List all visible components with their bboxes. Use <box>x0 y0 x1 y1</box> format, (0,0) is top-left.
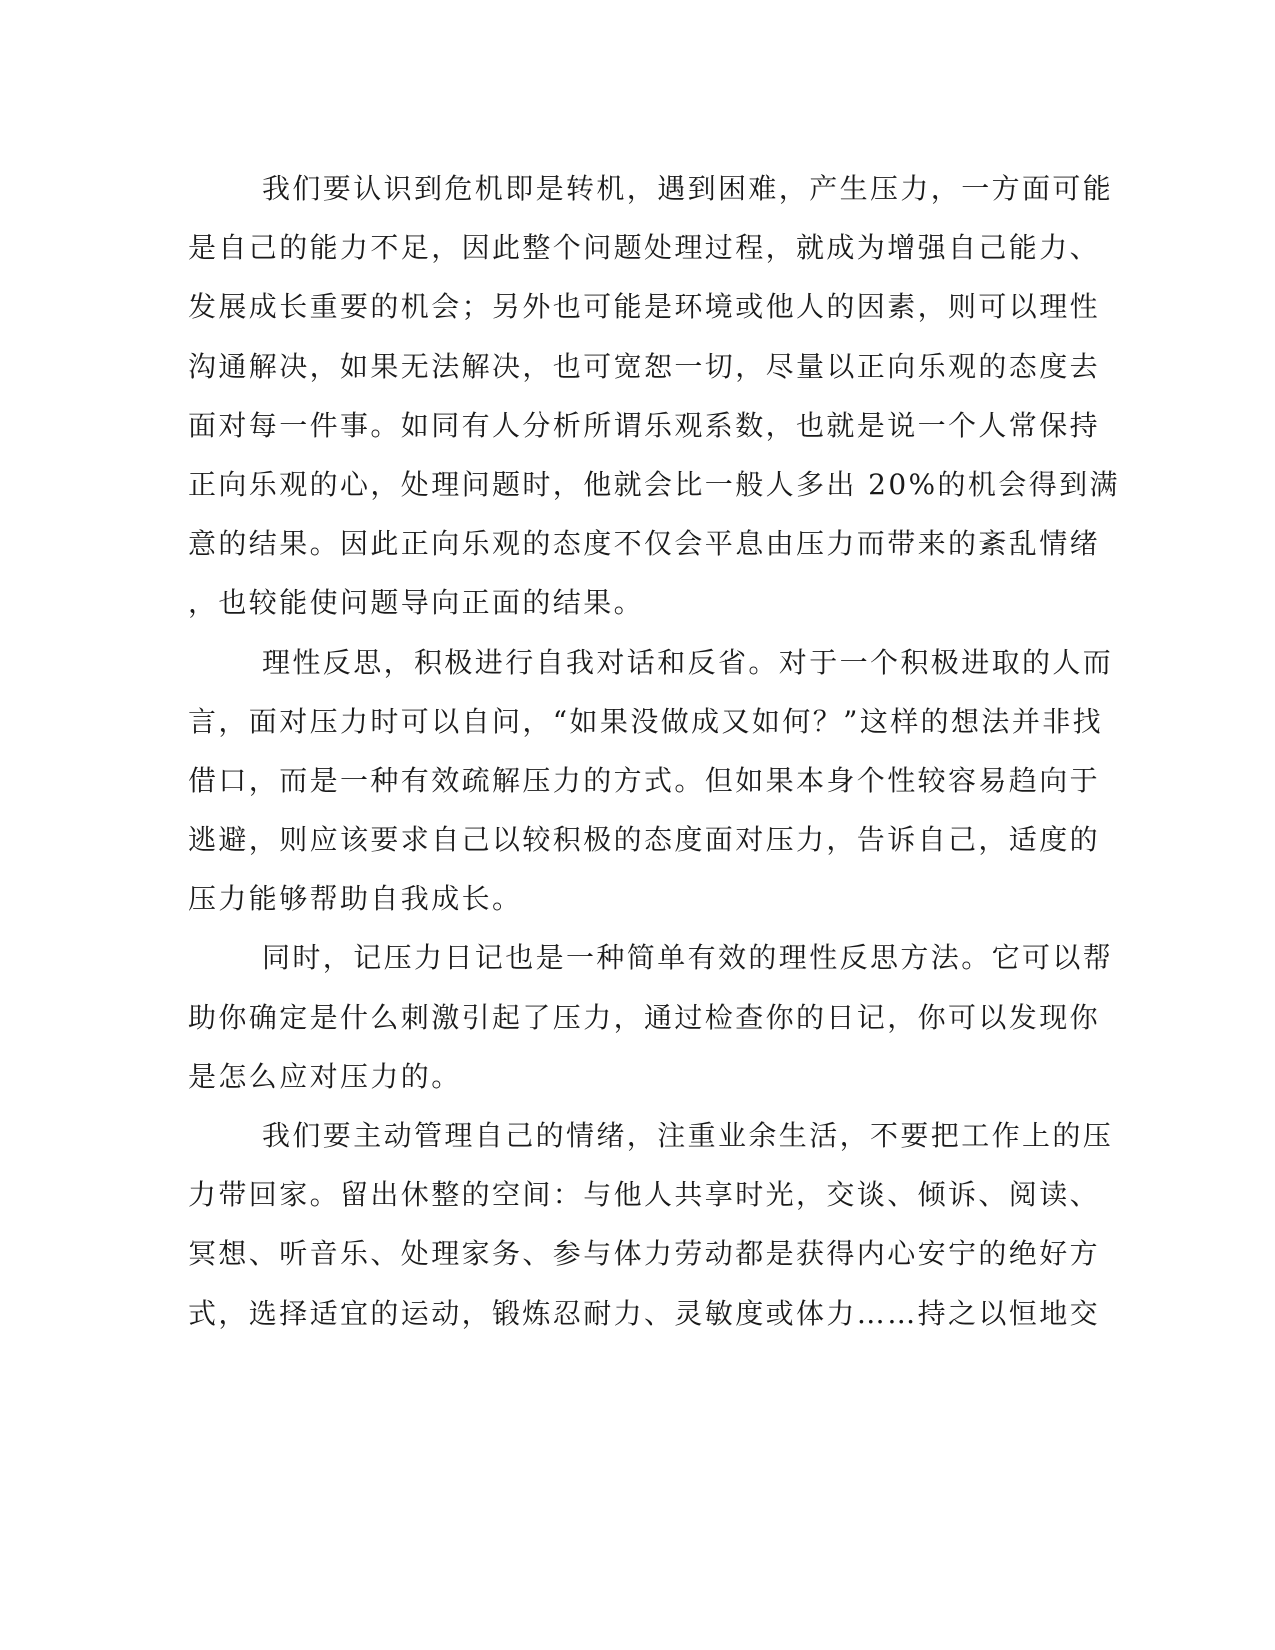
text-line: 是自己的能力不足，因此整个问题处理过程，就成为增强自己能力、 <box>188 231 1101 265</box>
paragraph-crisis-opportunity <box>188 159 1120 633</box>
text-line: 冥想、听音乐、处理家务、参与体力劳动都是获得内心安宁的绝好方 <box>188 1237 1101 1271</box>
text-line: 压力能够帮助自我成长。 <box>188 882 523 916</box>
text-line: 理性反思，积极进行自我对话和反省。对于一个积极进取的人而 <box>262 645 1114 679</box>
paragraph-rational-reflection <box>188 633 1114 929</box>
text-line: 面对每一件事。如同有人分析所谓乐观系数，也就是说一个人常保持 <box>188 408 1101 442</box>
paragraph-manage-emotions <box>188 1106 1114 1343</box>
text-line: 借口，而是一种有效疏解压力的方式。但如果本身个性较容易趋向于 <box>188 763 1101 797</box>
text-line: 逃避，则应该要求自己以较积极的态度面对压力，告诉自己，适度的 <box>188 823 1101 857</box>
text-line: 式，选择适宜的运动，锻炼忍耐力、灵敏度或体力……持之以恒地交 <box>188 1296 1101 1330</box>
text-line: ，也较能使问题导向正面的结果。 <box>188 586 645 620</box>
text-line: 同时，记压力日记也是一种简单有效的理性反思方法。它可以帮 <box>262 941 1114 975</box>
text-line: 我们要主动管理自己的情绪，注重业余生活，不要把工作上的压 <box>262 1119 1114 1152</box>
text-line: 言，面对压力时可以自问，“如果没做成又如何？”这样的想法并非找 <box>188 704 1104 738</box>
text-line: 我们要认识到危机即是转机，遇到困难，产生压力，一方面可能 <box>262 172 1114 205</box>
text-line: 正向乐观的心，处理问题时，他就会比一般人多出 20%的机会得到满 <box>188 467 1120 501</box>
text-line: 助你确定是什么刺激引起了压力，通过检查你的日记，你可以发现你 <box>188 1000 1101 1034</box>
paragraph-stress-diary <box>188 928 1114 1106</box>
text-line: 是怎么应对压力的。 <box>188 1059 462 1093</box>
text-line: 沟通解决，如果无法解决，也可宽恕一切，尽量以正向乐观的态度去 <box>188 349 1101 383</box>
text-line: 意的结果。因此正向乐观的态度不仅会平息由压力而带来的紊乱情绪 <box>188 527 1101 561</box>
text-line: 力带回家。留出休整的空间：与他人共享时光，交谈、倾诉、阅读、 <box>188 1178 1101 1212</box>
document-body <box>188 159 1120 1343</box>
text-line: 发展成长重要的机会；另外也可能是环境或他人的因素，则可以理性 <box>188 290 1101 324</box>
